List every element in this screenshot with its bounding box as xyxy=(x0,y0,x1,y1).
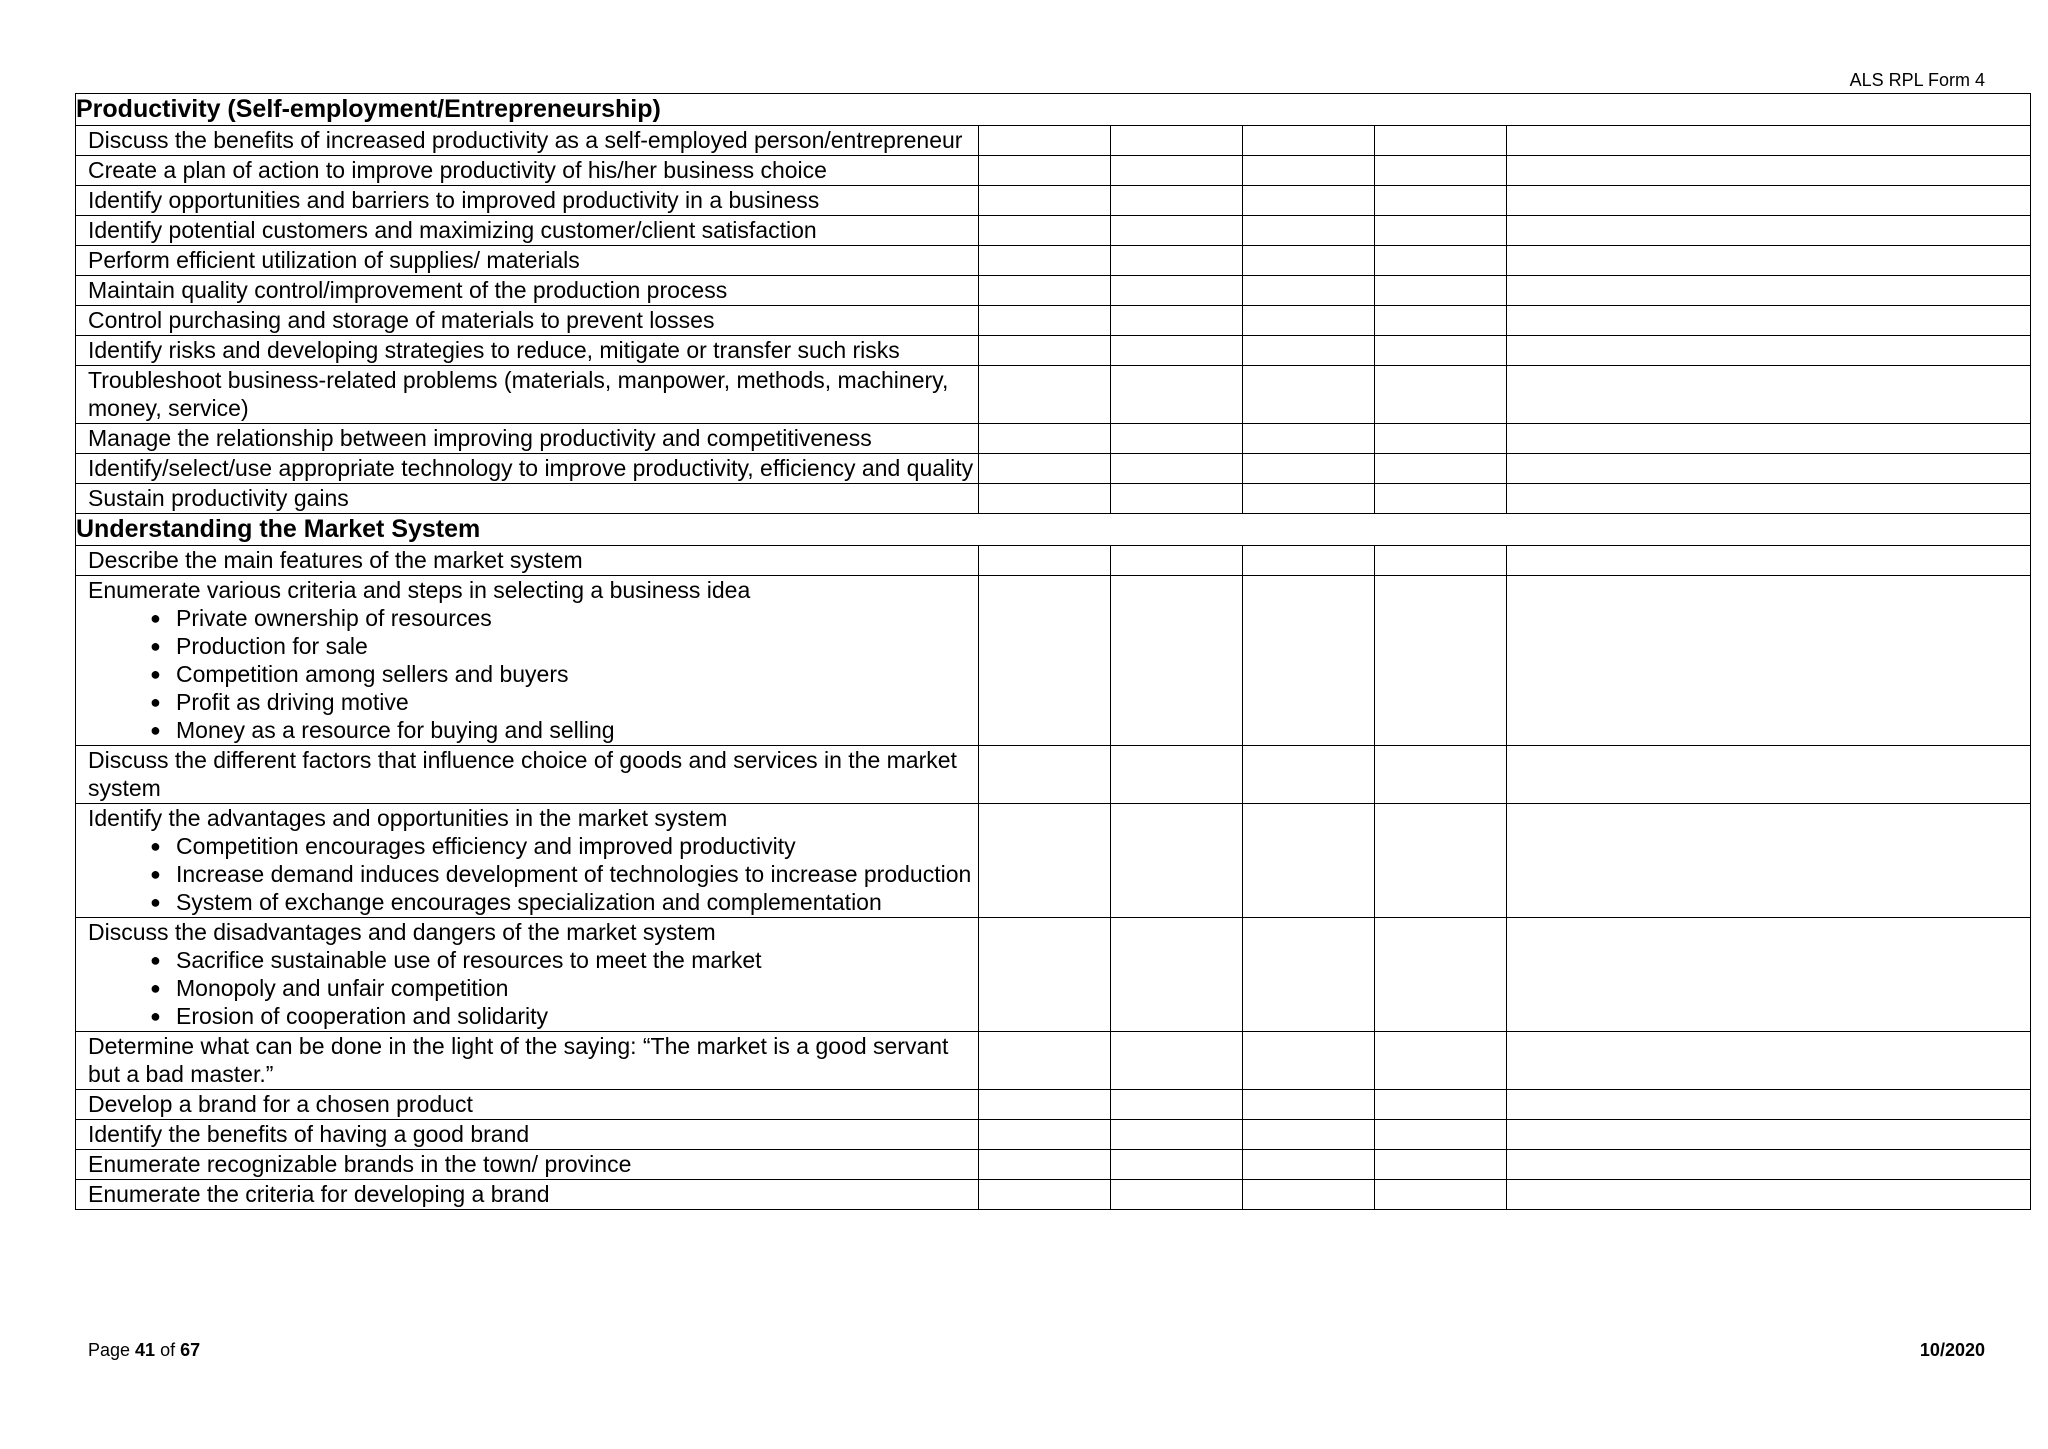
rating-cell[interactable] xyxy=(1243,424,1375,454)
competency-text: Create a plan of action to improve productivity of his/her business choice xyxy=(88,157,827,183)
rating-cell[interactable] xyxy=(1111,746,1243,804)
competency-text: Discuss the disadvantages and dangers of the market system xyxy=(88,919,716,945)
rating-cell[interactable] xyxy=(1243,546,1375,576)
rating-cell[interactable] xyxy=(1375,1120,1507,1150)
competency-text: Maintain quality control/improvement of the production process xyxy=(88,277,728,303)
competency-description xyxy=(76,336,979,366)
competency-description xyxy=(76,918,979,1032)
rating-cell[interactable] xyxy=(1111,216,1243,246)
competency-row xyxy=(76,804,2031,918)
remarks-cell[interactable] xyxy=(1507,1090,2031,1120)
remarks-cell[interactable] xyxy=(1507,156,2031,186)
competency-text: Develop a brand for a chosen product xyxy=(88,1091,473,1117)
rating-cell[interactable] xyxy=(1375,918,1507,1032)
competency-description xyxy=(76,186,979,216)
competency-description xyxy=(76,126,979,156)
remarks-cell[interactable] xyxy=(1507,546,2031,576)
rating-cell[interactable] xyxy=(1243,454,1375,484)
competency-text: Enumerate the criteria for developing a brand xyxy=(88,1181,550,1207)
remarks-cell[interactable] xyxy=(1507,1120,2031,1150)
rating-cell[interactable] xyxy=(1111,156,1243,186)
bullet-item: ● Sacrifice sustainable use of resources to meet the market xyxy=(150,946,978,974)
competency-text: Discuss the benefits of increased productivity as a self-employed person/entrepreneur xyxy=(88,127,963,153)
rating-cell[interactable] xyxy=(979,366,1111,424)
bullet-item: ● Increase demand induces development of technologies to increase production xyxy=(150,860,978,888)
competency-row xyxy=(76,546,2031,576)
competency-row xyxy=(76,156,2031,186)
competency-description xyxy=(76,246,979,276)
rating-cell[interactable] xyxy=(1375,216,1507,246)
rating-cell[interactable] xyxy=(1243,306,1375,336)
competency-text: Perform efficient utilization of supplies/ materials xyxy=(88,247,580,273)
remarks-cell[interactable] xyxy=(1507,276,2031,306)
bullet-item: ● Erosion of cooperation and solidarity xyxy=(150,1002,978,1030)
rating-cell[interactable] xyxy=(979,746,1111,804)
total-pages: 67 xyxy=(180,1340,201,1360)
competency-text: Control purchasing and storage of materials to prevent losses xyxy=(88,307,715,333)
competency-row xyxy=(76,366,2031,424)
remarks-cell[interactable] xyxy=(1507,576,2031,746)
bullet-item: ● Competition among sellers and buyers xyxy=(150,660,978,688)
competency-row xyxy=(76,186,2031,216)
rating-cell[interactable] xyxy=(979,126,1111,156)
competency-description xyxy=(76,746,979,804)
rating-cell[interactable] xyxy=(979,546,1111,576)
competency-row xyxy=(76,336,2031,366)
competency-row xyxy=(76,216,2031,246)
remarks-cell[interactable] xyxy=(1507,216,2031,246)
competency-description xyxy=(76,454,979,484)
rating-cell[interactable] xyxy=(1375,126,1507,156)
rating-cell[interactable] xyxy=(1375,1090,1507,1120)
rating-cell[interactable] xyxy=(1111,126,1243,156)
rating-cell[interactable] xyxy=(1243,336,1375,366)
rating-cell[interactable] xyxy=(1243,186,1375,216)
competency-row xyxy=(76,1180,2031,1210)
remarks-cell[interactable] xyxy=(1507,186,2031,216)
competency-row xyxy=(76,1150,2031,1180)
bullet-item: ● Monopoly and unfair competition xyxy=(150,974,978,1002)
competency-description xyxy=(76,366,979,424)
rating-cell[interactable] xyxy=(1375,1180,1507,1210)
competency-description xyxy=(76,576,979,746)
rating-cell[interactable] xyxy=(979,306,1111,336)
competency-description xyxy=(76,276,979,306)
rating-cell[interactable] xyxy=(1375,546,1507,576)
rating-cell[interactable] xyxy=(1111,336,1243,366)
remarks-cell[interactable] xyxy=(1507,454,2031,484)
competency-row xyxy=(76,918,2031,1032)
competency-description xyxy=(76,156,979,186)
rating-cell[interactable] xyxy=(979,246,1111,276)
rating-cell[interactable] xyxy=(979,1180,1111,1210)
competency-text: Identify/select/use appropriate technology to improve productivity, efficiency and quality xyxy=(88,455,974,481)
rating-cell[interactable] xyxy=(1243,804,1375,918)
section-header-row xyxy=(76,94,2031,126)
competency-text: Identify risks and developing strategies to reduce, mitigate or transfer such risks xyxy=(88,337,900,363)
competency-description xyxy=(76,1120,979,1150)
remarks-cell[interactable] xyxy=(1507,1032,2031,1090)
competency-row xyxy=(76,246,2031,276)
competency-description xyxy=(76,216,979,246)
bullet-item: ● Competition encourages efficiency and improved productivity xyxy=(150,832,978,860)
competency-description xyxy=(76,546,979,576)
rating-cell[interactable] xyxy=(1375,1150,1507,1180)
rating-cell[interactable] xyxy=(1375,336,1507,366)
rating-cell[interactable] xyxy=(1111,276,1243,306)
remarks-cell[interactable] xyxy=(1507,1180,2031,1210)
rating-cell[interactable] xyxy=(1111,546,1243,576)
competency-description xyxy=(76,1180,979,1210)
bullet-item: ● Production for sale xyxy=(150,632,978,660)
rating-cell[interactable] xyxy=(979,156,1111,186)
form-label: ALS RPL Form 4 xyxy=(1849,70,1985,90)
remarks-cell[interactable] xyxy=(1507,424,2031,454)
rating-cell[interactable] xyxy=(1243,246,1375,276)
section-title: Productivity (Self-employment/Entrepreneurship) xyxy=(76,94,2031,126)
rating-cell[interactable] xyxy=(1375,1032,1507,1090)
remarks-cell[interactable] xyxy=(1507,804,2031,918)
current-page: 41 xyxy=(135,1340,156,1360)
competency-row xyxy=(76,126,2031,156)
rating-cell[interactable] xyxy=(1111,804,1243,918)
rating-cell[interactable] xyxy=(1243,366,1375,424)
section-title: Understanding the Market System xyxy=(76,514,2031,546)
competency-row xyxy=(76,306,2031,336)
competency-row xyxy=(76,1120,2031,1150)
bullet-list xyxy=(88,604,978,744)
rating-cell[interactable] xyxy=(1111,1150,1243,1180)
rating-cell[interactable] xyxy=(979,1120,1111,1150)
rating-cell[interactable] xyxy=(1243,276,1375,306)
rating-cell[interactable] xyxy=(1243,156,1375,186)
rating-cell[interactable] xyxy=(1243,746,1375,804)
bullet-list xyxy=(88,946,978,1030)
rating-cell[interactable] xyxy=(979,918,1111,1032)
rating-cell[interactable] xyxy=(979,424,1111,454)
competency-text: Sustain productivity gains xyxy=(88,485,349,511)
rating-cell[interactable] xyxy=(1243,484,1375,514)
rating-cell[interactable] xyxy=(979,276,1111,306)
rating-cell[interactable] xyxy=(1375,746,1507,804)
rating-cell[interactable] xyxy=(1111,186,1243,216)
form-date: 10/2020 xyxy=(1919,1340,1985,1360)
rating-cell[interactable] xyxy=(1375,366,1507,424)
bullet-item: ● System of exchange encourages specialization and complementation xyxy=(150,888,978,916)
rating-cell[interactable] xyxy=(1111,918,1243,1032)
rating-cell[interactable] xyxy=(1243,918,1375,1032)
rating-cell[interactable] xyxy=(1111,454,1243,484)
competency-text: Identify the advantages and opportunities in the market system xyxy=(88,805,728,831)
rating-cell[interactable] xyxy=(1375,156,1507,186)
rating-cell[interactable] xyxy=(1111,246,1243,276)
remarks-cell[interactable] xyxy=(1507,1150,2031,1180)
competency-text: Manage the relationship between improving productivity and competitiveness xyxy=(88,425,872,451)
competency-text: Describe the main features of the market system xyxy=(88,547,583,573)
competency-row xyxy=(76,454,2031,484)
rating-cell[interactable] xyxy=(1375,306,1507,336)
competency-text: Discuss the different factors that influence choice of goods and services in the market system xyxy=(88,747,957,801)
competency-text: Determine what can be done in the light of the saying: “The market is a good servant but a bad master.” xyxy=(88,1033,949,1087)
competency-text: Enumerate various criteria and steps in selecting a business idea xyxy=(88,577,751,603)
rating-cell[interactable] xyxy=(1375,246,1507,276)
rating-cell[interactable] xyxy=(1375,276,1507,306)
competency-text: Identify the benefits of having a good brand xyxy=(88,1121,530,1147)
competency-description xyxy=(76,1090,979,1120)
rating-cell[interactable] xyxy=(1375,424,1507,454)
bullet-item: ● Profit as driving motive xyxy=(150,688,978,716)
rating-cell[interactable] xyxy=(1243,126,1375,156)
rating-cell[interactable] xyxy=(1243,1150,1375,1180)
page-number: Page 41 of 67 xyxy=(88,1340,201,1360)
competency-row xyxy=(76,1090,2031,1120)
remarks-cell[interactable] xyxy=(1507,366,2031,424)
remarks-cell[interactable] xyxy=(1507,746,2031,804)
rating-cell[interactable] xyxy=(1111,424,1243,454)
remarks-cell[interactable] xyxy=(1507,246,2031,276)
bullet-item: ● Money as a resource for buying and selling xyxy=(150,716,978,744)
rating-cell[interactable] xyxy=(1375,484,1507,514)
rating-cell[interactable] xyxy=(1243,1180,1375,1210)
competency-row xyxy=(76,276,2031,306)
rating-cell[interactable] xyxy=(1111,484,1243,514)
rating-cell[interactable] xyxy=(1111,1120,1243,1150)
remarks-cell[interactable] xyxy=(1507,336,2031,366)
rating-cell[interactable] xyxy=(1243,1120,1375,1150)
rating-cell[interactable] xyxy=(1375,804,1507,918)
rating-cell[interactable] xyxy=(979,1032,1111,1090)
rating-cell[interactable] xyxy=(1243,576,1375,746)
competency-row xyxy=(76,746,2031,804)
rating-cell[interactable] xyxy=(1111,1032,1243,1090)
rating-cell[interactable] xyxy=(979,576,1111,746)
competency-description xyxy=(76,484,979,514)
rating-cell[interactable] xyxy=(1111,1090,1243,1120)
rating-cell[interactable] xyxy=(979,804,1111,918)
remarks-cell[interactable] xyxy=(1507,918,2031,1032)
competency-description xyxy=(76,1150,979,1180)
rating-cell[interactable] xyxy=(979,484,1111,514)
rating-cell[interactable] xyxy=(979,216,1111,246)
bullet-item: ● Private ownership of resources xyxy=(150,604,978,632)
competency-description xyxy=(76,306,979,336)
competency-text: Identify opportunities and barriers to improved productivity in a business xyxy=(88,187,820,213)
rating-cell[interactable] xyxy=(1375,454,1507,484)
rating-cell[interactable] xyxy=(1111,1180,1243,1210)
rating-cell[interactable] xyxy=(979,186,1111,216)
competency-text: Enumerate recognizable brands in the town/ province xyxy=(88,1151,632,1177)
bullet-list xyxy=(88,832,978,916)
competency-checklist-table xyxy=(75,93,2031,1210)
rating-cell[interactable] xyxy=(1243,216,1375,246)
rating-cell[interactable] xyxy=(979,1150,1111,1180)
competency-text: Identify potential customers and maximizing customer/client satisfaction xyxy=(88,217,817,243)
rating-cell[interactable] xyxy=(1111,306,1243,336)
remarks-cell[interactable] xyxy=(1507,306,2031,336)
rating-cell[interactable] xyxy=(1243,1090,1375,1120)
remarks-cell[interactable] xyxy=(1507,126,2031,156)
competency-row xyxy=(76,424,2031,454)
rating-cell[interactable] xyxy=(1111,576,1243,746)
rating-cell[interactable] xyxy=(979,336,1111,366)
competency-row xyxy=(76,1032,2031,1090)
remarks-cell[interactable] xyxy=(1507,484,2031,514)
rating-cell[interactable] xyxy=(1375,186,1507,216)
rating-cell[interactable] xyxy=(1243,1032,1375,1090)
competency-row xyxy=(76,576,2031,746)
competency-row xyxy=(76,484,2031,514)
rating-cell[interactable] xyxy=(979,1090,1111,1120)
rating-cell[interactable] xyxy=(979,454,1111,484)
competency-description xyxy=(76,1032,979,1090)
competency-text: Troubleshoot business-related problems (materials, manpower, methods, machinery, money, service) xyxy=(88,367,949,421)
competency-description xyxy=(76,804,979,918)
section-header-row xyxy=(76,514,2031,546)
rating-cell[interactable] xyxy=(1111,366,1243,424)
rating-cell[interactable] xyxy=(1375,576,1507,746)
competency-description xyxy=(76,424,979,454)
